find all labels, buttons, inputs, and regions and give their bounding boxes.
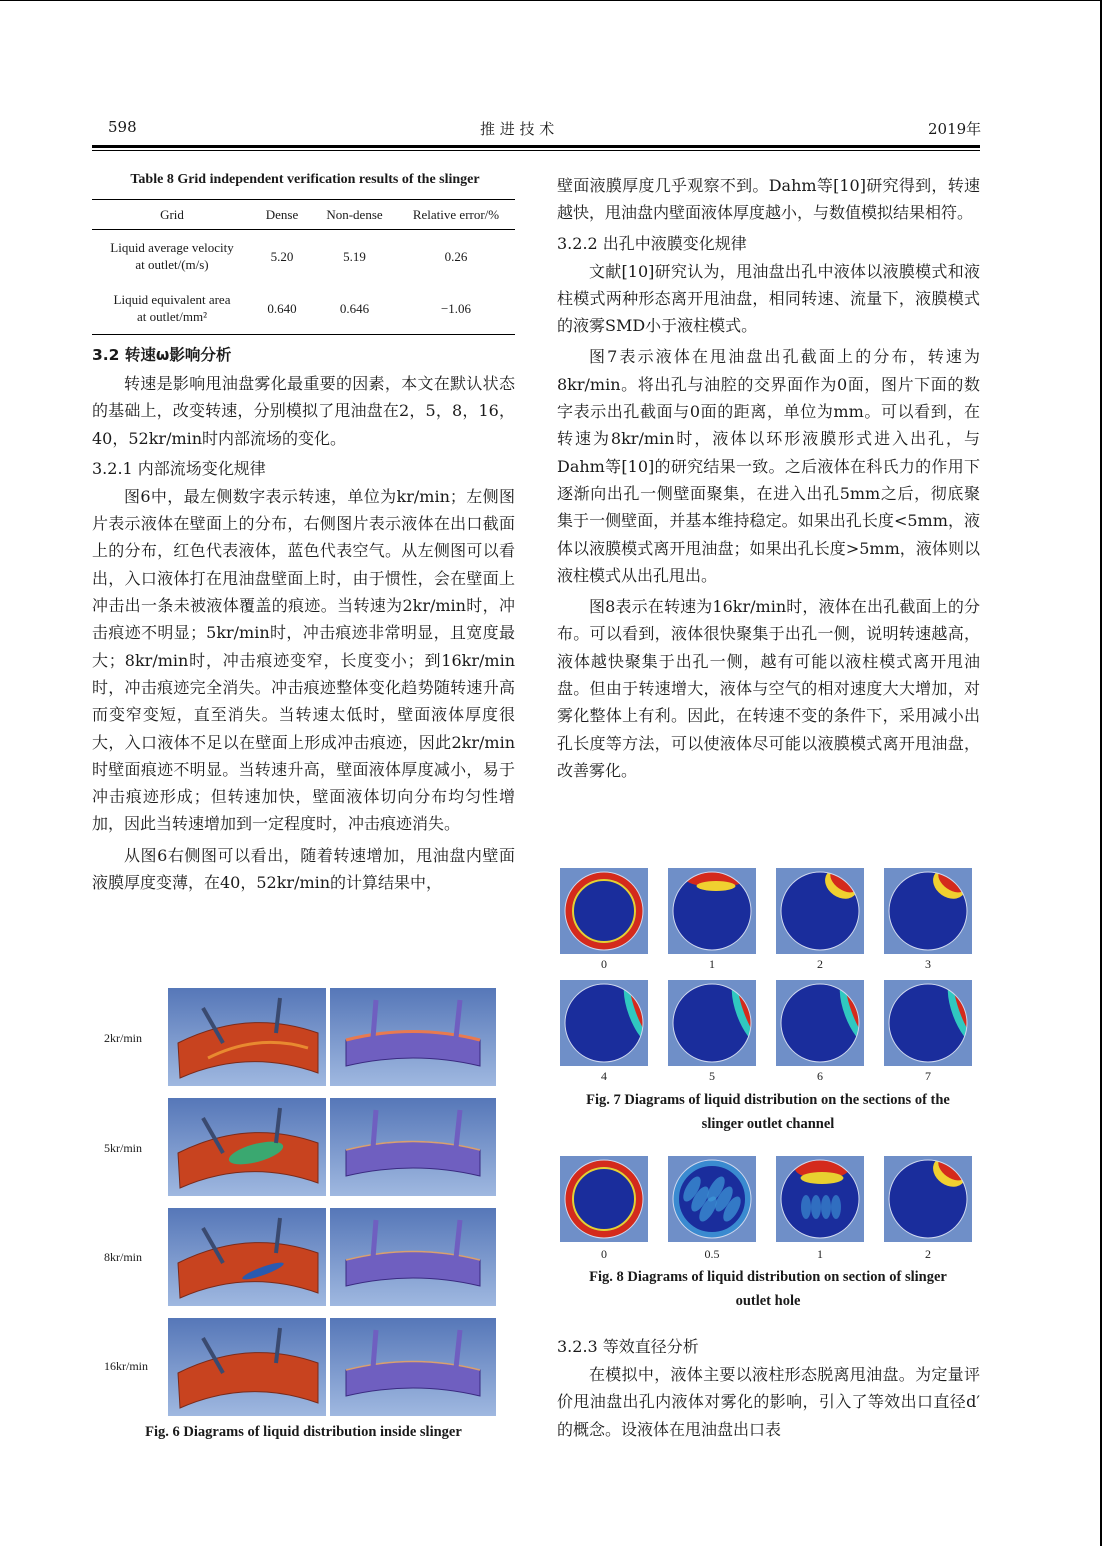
table-row (92, 230, 515, 283)
fig7-caption (548, 1088, 988, 1136)
section-heading-3-2: 3.2 转速ω影响分析 (92, 346, 232, 364)
section-distance-label: 2 (817, 957, 823, 971)
section-distance-label: 5 (709, 1069, 715, 1080)
paragraph: 从图6右侧图可以看出，随着转速增加，甩油盘内壁面液膜厚度变薄，在40，52kr/min的计算结果中， (92, 845, 515, 893)
paragraph: 图6中，最左侧数字表示转速，单位为kr/min；左侧图片表示液体在壁面上的分布，右侧图片表示液体在出口截面上的分布，红色代表液体，蓝色代表空气。从左侧图可以看出，入口液体打在甩油盘壁面上时，由于惯性，会在壁面上冲击出一条未被液体覆盖的痕迹。当转速为2kr/min时，冲击痕迹不明显；5kr/min时，冲击痕迹非常明显，且宽度最大；8kr/min时，冲击痕迹变窄，长度变小；到16kr/min时，冲击痕迹完全消失。冲击痕迹整体变化趋势随转速升高而变窄变短，直至消失。当转速太低时，壁面液体厚度很大，入口液体不足以在壁面上形成冲击痕迹，因此2kr/min时壁面痕迹不明显。当转速升高，壁面液体厚度减小，易于冲击痕迹形成；但转速加快，壁面液体切向分布均匀性增加，因此当转速增加到一定程度时，冲击痕迹消失。 (92, 486, 515, 834)
col-header: Dense (252, 200, 312, 230)
cell: 0.26 (444, 248, 468, 264)
liquid-streak (831, 1195, 841, 1219)
speed-label: 5kr/min (104, 1141, 142, 1155)
cell: −1.06 (397, 282, 515, 335)
section-heading-3-2-2: 3.2.2 出孔中液膜变化规律 (557, 233, 747, 253)
left-column (92, 339, 515, 896)
section-distance-label: 6 (817, 1069, 823, 1080)
fig6-row (168, 1208, 496, 1306)
liquid-streak (811, 1195, 821, 1219)
cell: 0.646 (312, 282, 397, 335)
outlet-hole (373, 1000, 376, 1038)
table-row (92, 282, 515, 335)
row-label: Liquid equivalent area (113, 292, 231, 307)
right-column-bottom (557, 1330, 980, 1443)
fig8-caption-line1: Fig. 8 Diagrams of liquid distribution on section of slinger (589, 1269, 947, 1285)
fig8-caption (548, 1265, 988, 1313)
section-distance-label: 2 (925, 1247, 931, 1261)
cell: 5.20 (270, 248, 294, 264)
fig7-panels (560, 868, 976, 1080)
outlet-hole (373, 1110, 376, 1148)
header-rule (92, 145, 980, 148)
section-distance-label: 1 (817, 1247, 823, 1261)
page-number: 598 (108, 118, 137, 136)
paragraph: 文献[10]研究认为，甩油盘出孔中液体以液膜模式和液柱模式两种形态离开甩油盘，相同转速、流量下，液膜模式的液雾SMD小于液柱模式。 (557, 261, 980, 336)
paragraph: 在模拟中，液体主要以液柱形态脱离甩油盘。为定量评价甩油盘出孔内液体对雾化的影响，引入了等效出口直径d′的概念。设液体在甩油盘出口表 (557, 1365, 980, 1439)
section-heading-3-2-3: 3.2.3 等效直径分析 (557, 1337, 699, 1356)
section-distance-label: 0 (601, 1247, 607, 1261)
table-caption: Table 8 Grid independent verification results of the slinger (130, 172, 480, 187)
header-rule-thin (92, 150, 980, 151)
film-edge (801, 1172, 844, 1184)
section-distance-label: 3 (925, 957, 931, 971)
grid-verification-table (92, 199, 515, 335)
speed-label: 16kr/min (104, 1359, 148, 1373)
paragraph: 壁面液膜厚度几乎观察不到。Dahm等[10]研究得到，转速越快，甩油盘内壁面液体厚度越小，与数值模拟结果相符。 (557, 176, 980, 223)
col-header: Grid (92, 200, 252, 230)
cell: 0.640 (252, 282, 312, 335)
section-distance-label: 7 (925, 1069, 931, 1080)
fig6-row (168, 1318, 496, 1416)
journal-title: 推 进 技 术 (480, 120, 555, 138)
paragraph: 图7表示液体在甩油盘出孔截面上的分布，转速为8kr/min。将出孔与油腔的交界面作为0面，图片下面的数字表示出孔截面与0面的距离，单位为mm。可以看到，在转速为8kr/min时，液体以环形液膜形式进入出孔，与Dahm等[10]的研究结果一致。之后液体在科氏力的作用下逐渐向出孔一侧壁面聚集，在进入出孔5mm之后，彻底聚集于一侧壁面，并基本维持稳定。如果出孔长度<5mm，液体以液膜模式离开甩油盘；如果出孔长度>5mm，液体则以液柱模式从出孔甩出。 (557, 347, 980, 585)
section-distance-label: 0 (601, 957, 607, 971)
page-top-border (0, 0, 1102, 1)
fig8-panels (560, 1156, 976, 1264)
row-label: at outlet/(m/s) (135, 257, 209, 272)
film-edge (697, 881, 736, 891)
fig7-caption-line2: slinger outlet channel (701, 1116, 835, 1132)
col-header: Relative error/% (397, 200, 515, 230)
fig6-row (168, 1098, 496, 1196)
section-distance-label: 0.5 (704, 1247, 720, 1261)
outlet-hole (373, 1330, 376, 1368)
fig6-panels (168, 988, 496, 1418)
row-label: Liquid average velocity (110, 240, 234, 255)
speed-label: 2kr/min (104, 1031, 142, 1045)
fig6-row (168, 988, 496, 1086)
fig8-caption-line2: outlet hole (735, 1293, 801, 1309)
paragraph: 转速是影响甩油盘雾化最重要的因素，本文在默认状态的基础上，改变转速，分别模拟了甩油盘在2，5，8，16，40，52kr/min时内部流场的变化。 (92, 374, 515, 448)
cell: 5.19 (343, 248, 366, 264)
liquid-streak (801, 1195, 811, 1219)
section-distance-label: 4 (601, 1069, 607, 1080)
speed-label: 8kr/min (104, 1250, 142, 1264)
outlet-hole (373, 1220, 376, 1258)
row-label: at outlet/mm² (137, 309, 207, 324)
section-distance-label: 1 (709, 957, 715, 971)
fig7-caption-line1: Fig. 7 Diagrams of liquid distribution on the sections of the (586, 1092, 950, 1108)
fig6-caption: Fig. 6 Diagrams of liquid distribution inside slinger (145, 1424, 462, 1440)
liquid-streak (821, 1195, 831, 1219)
section-heading-3-2-1: 3.2.1 内部流场变化规律 (92, 458, 266, 478)
right-column-top (557, 172, 980, 784)
year: 2019年 (928, 120, 982, 138)
col-header: Non-dense (312, 200, 397, 230)
paragraph: 图8表示在转速为16kr/min时，液体在出孔截面上的分布。可以看到，液体很快聚集于出孔一侧，说明转速越高，液体越快聚集于出孔一侧，越有可能以液柱模式离开甩油盘。但由于转速增大，液体与空气的相对速度大大增加，对雾化整体上有利。因此，在转速不变的条件下，采用减小出孔长度等方法，可以使液体尽可能以液膜模式离开甩油盘，改善雾化。 (557, 597, 980, 780)
